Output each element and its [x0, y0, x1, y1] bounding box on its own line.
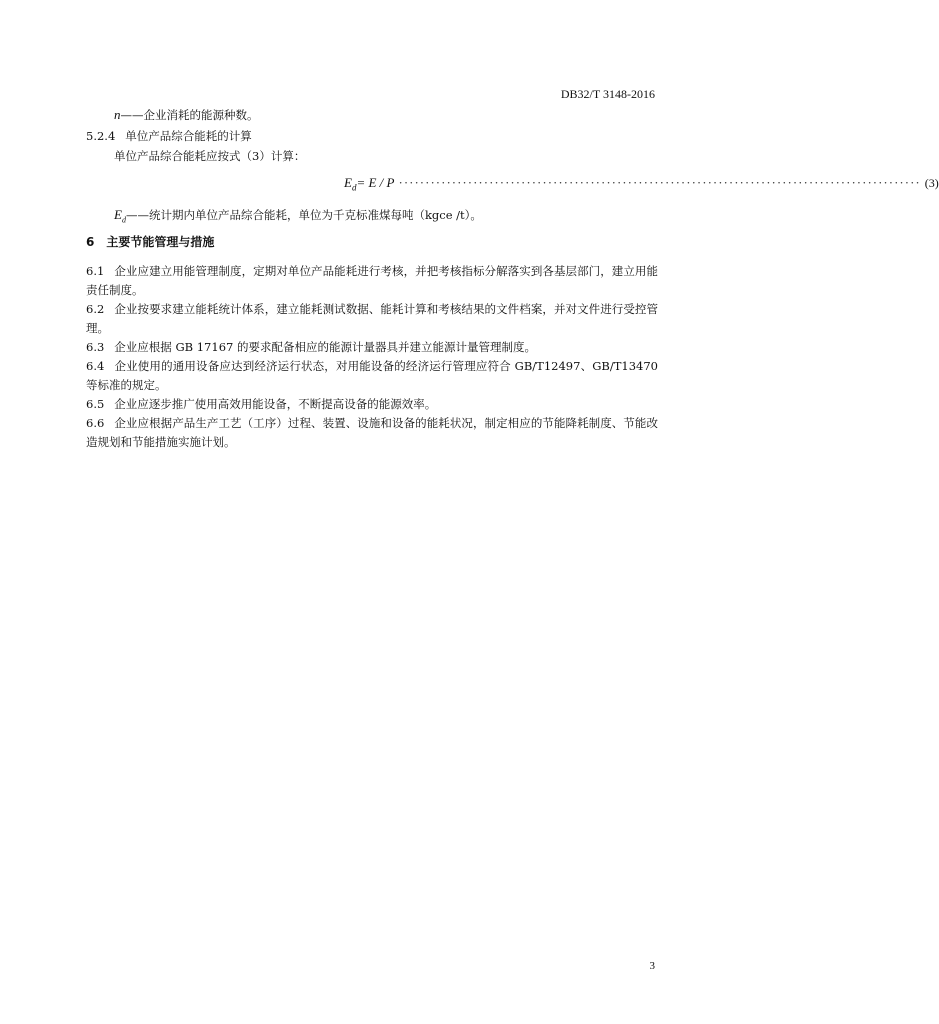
- chapter-number: 6: [86, 235, 95, 249]
- clause-text: 企业应逐步推广使用高效用能设备，不断提高设备的能源效率。: [114, 397, 437, 411]
- formula-lhs: $E_d$: [344, 175, 357, 193]
- chapter-title: 主要节能管理与措施: [106, 235, 215, 249]
- section-number: 5.2.4: [86, 129, 116, 143]
- variable-n-symbol: n: [114, 107, 121, 122]
- clause-6-6: [86, 414, 658, 452]
- clause-number: 6.6: [86, 416, 105, 430]
- standard-code: DB32/T 3148-2016: [560, 87, 655, 101]
- clause-number: 6.3: [86, 340, 105, 354]
- ed-description: ——统计期内单位产品综合能耗，单位为千克标准煤每吨（kgce /t）。: [125, 208, 482, 222]
- section-title: 单位产品综合能耗的计算: [125, 129, 252, 143]
- variable-n-description: ——企业消耗的能源种数。: [120, 108, 259, 122]
- variable-n-definition: [114, 105, 259, 125]
- section-5-2-4-heading: [86, 127, 252, 146]
- formula-intro: 单位产品综合能耗应按式（3）计算：: [114, 149, 306, 163]
- formula-rhs: = E / P: [356, 175, 395, 190]
- chapter-6-heading: [86, 233, 214, 250]
- ed-symbol: $E_d$: [114, 207, 126, 225]
- clause-6-2: [86, 300, 658, 338]
- clause-6-4: [86, 357, 658, 395]
- clause-6-5: [86, 395, 658, 414]
- formula-number: (3): [924, 176, 939, 190]
- page-number: 3: [649, 960, 655, 972]
- clause-text: 企业应根据 GB 17167 的要求配备相应的能源计量器具并建立能源计量管理制度。: [114, 340, 536, 354]
- ed-definition: [114, 205, 482, 230]
- clause-number: 6.5: [86, 397, 105, 411]
- clause-text: 企业使用的通用设备应达到经济运行状态，对用能设备的经济运行管理应符合 GB/T12497、GB/T13470 等标准的规定。: [86, 359, 658, 392]
- clause-6-3: [86, 338, 658, 357]
- clause-text: 企业应根据产品生产工艺（工序）过程、装置、设施和设备的能耗状况，制定相应的节能降耗制度、节能改造规划和节能措施实施计划。: [86, 416, 658, 449]
- clause-number: 6.1: [86, 264, 105, 278]
- clause-number: 6.2: [86, 302, 105, 316]
- clause-6-1: [86, 262, 658, 300]
- clause-text: 企业按要求建立能耗统计体系，建立能耗测试数据、能耗计算和考核结果的文件档案，并对文件进行受控管理。: [86, 302, 658, 335]
- clause-number: 6.4: [86, 359, 105, 373]
- formula-leader-dots: ··································································································: [398, 175, 921, 190]
- formula-3: [344, 175, 939, 193]
- clause-text: 企业应建立用能管理制度，定期对单位产品能耗进行考核，并把考核指标分解落实到各基层部门，建立用能责任制度。: [86, 264, 658, 297]
